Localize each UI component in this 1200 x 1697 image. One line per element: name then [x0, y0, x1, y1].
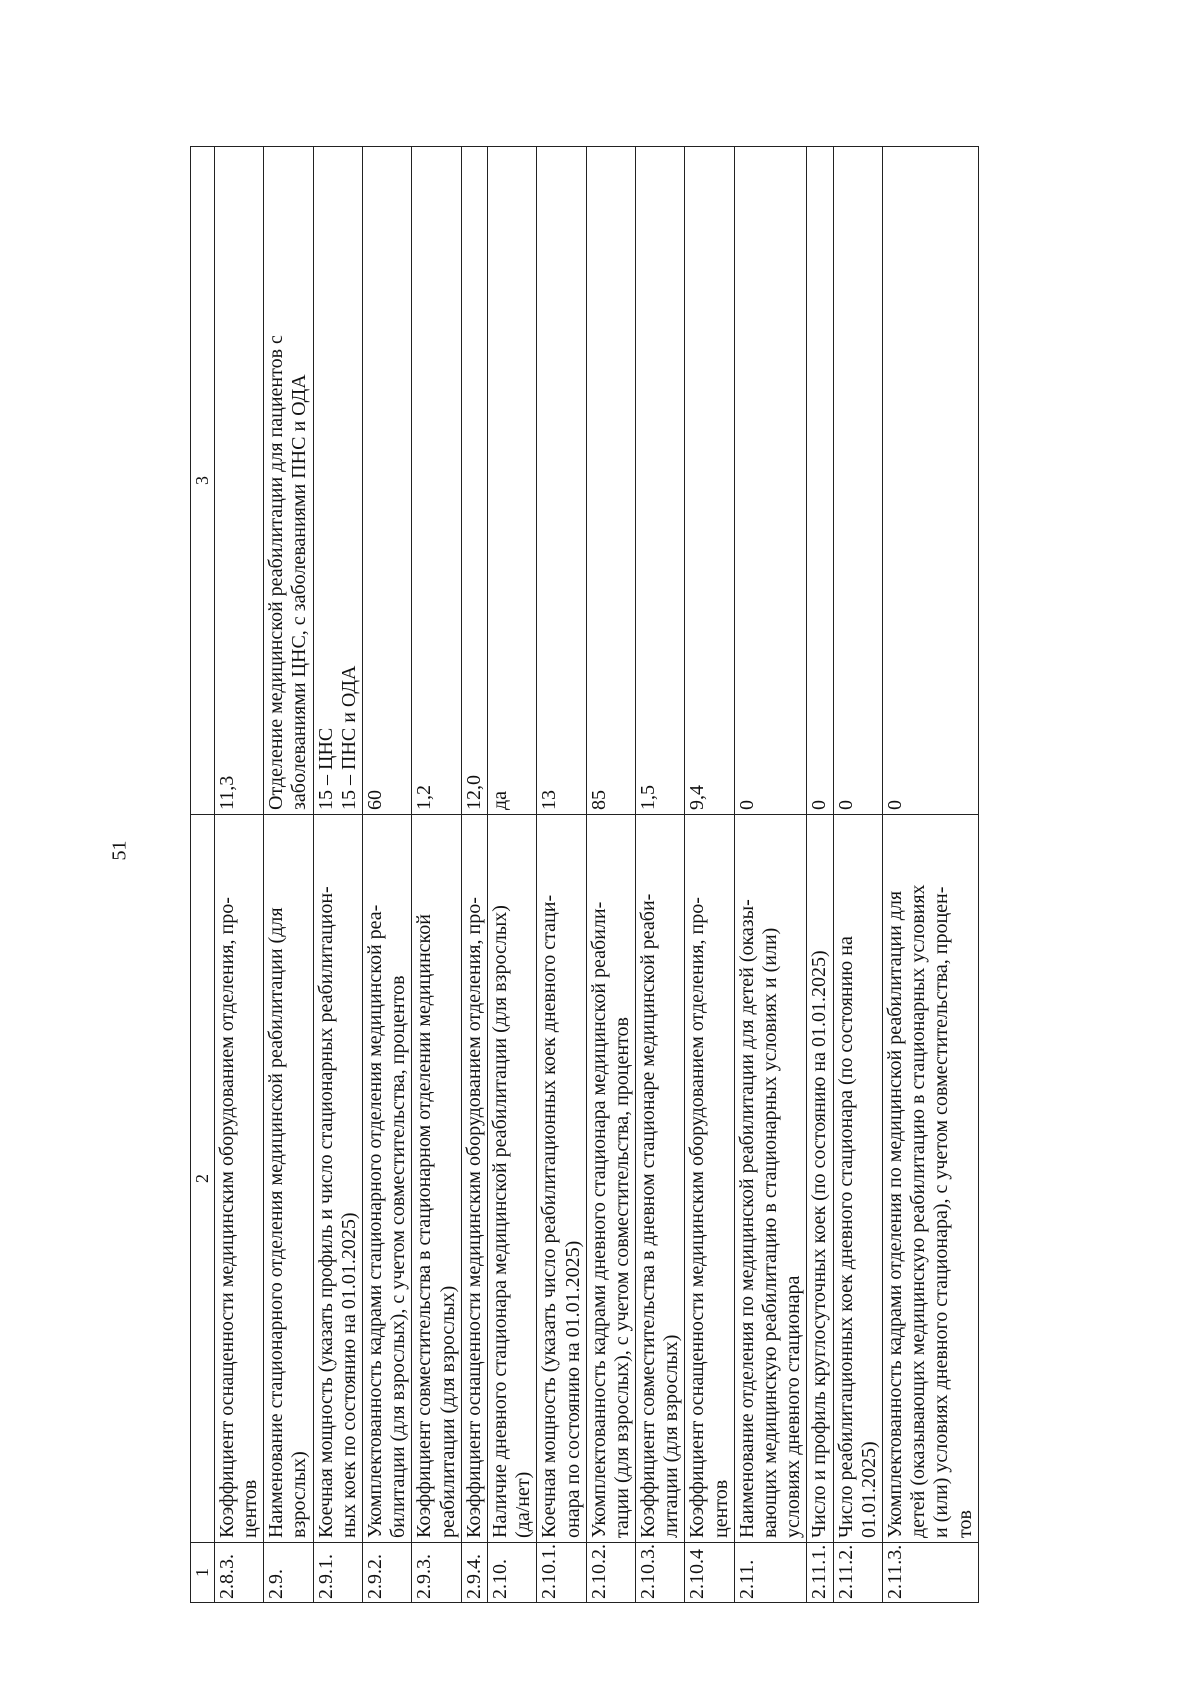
description-line: взрослых) — [288, 1451, 311, 1538]
description-line: вающих медицинскую реабилитацию в стационарных условиях и (или) — [759, 927, 781, 1538]
value-line: 0 — [883, 800, 906, 810]
table-row — [264, 147, 313, 1603]
row-number: 2.9. — [264, 1543, 313, 1603]
value-line: 9,4 — [686, 785, 709, 810]
row-value — [363, 147, 412, 815]
row-description — [461, 815, 487, 1543]
value-line: 60 — [364, 790, 386, 810]
page-number-text: 51 — [108, 840, 131, 860]
description-line: Коэффициент совместительства в стационарном отделении медицинской — [413, 914, 436, 1538]
table-row — [537, 147, 586, 1603]
table-row — [363, 147, 412, 1603]
row-description — [586, 815, 635, 1543]
value-line: 0 — [735, 800, 758, 810]
row-number: 2.10.2. — [586, 1543, 635, 1603]
row-number: 2.9.4. — [461, 1543, 487, 1603]
description-line: (да/нет) — [512, 1471, 535, 1538]
row-number: 2.10.4 — [685, 1543, 734, 1603]
row-description — [214, 815, 263, 1543]
row-description — [313, 815, 362, 1543]
header-col-1: 1 — [191, 1543, 215, 1603]
description-line: литации (для взрослых) — [660, 1334, 683, 1538]
value-line: 1,5 — [637, 785, 660, 810]
row-value — [586, 147, 635, 815]
table-header-row — [191, 147, 215, 1603]
page-number — [100, 820, 140, 880]
row-number: 2.11. — [734, 1543, 807, 1603]
description-line: Коечная мощность (указать число реабилитационных коек дневного стаци- — [538, 894, 561, 1538]
indicators-table — [190, 146, 979, 1603]
row-number: 2.9.2. — [363, 1543, 412, 1603]
row-description — [685, 815, 734, 1543]
row-value — [264, 147, 313, 815]
description-line: онара по состоянию на 01.01.2025) — [561, 1240, 584, 1538]
row-number: 2.11.3. — [882, 1543, 978, 1603]
table-row — [807, 147, 833, 1603]
row-description — [636, 815, 685, 1543]
description-line: ных коек по состоянию на 01.01.2025) — [337, 1212, 360, 1538]
description-line: Коэффициент оснащенности медицинским оборудованием отделения, про- — [686, 897, 709, 1538]
header-col-3: 3 — [191, 147, 215, 815]
table-row — [412, 147, 461, 1603]
value-line: 15 – ЦНС — [314, 727, 337, 810]
value-line: заболеваниями ЦНС, с заболеваниями ПНС и ОДА — [288, 374, 311, 810]
description-line: Наличие дневного стационара медицинской реабилитации (для взрослых) — [488, 905, 511, 1538]
table-row — [313, 147, 362, 1603]
row-value — [636, 147, 685, 815]
value-line: да — [488, 790, 511, 810]
row-number: 2.10.3. — [636, 1543, 685, 1603]
value-line: Отделение медицинской реабилитации для пациентов с — [265, 335, 288, 810]
description-line: Укомплектованность кадрами стационарного отделения медицинской реа- — [364, 904, 386, 1538]
row-number: 2.9.1. — [313, 1543, 362, 1603]
value-line: 85 — [587, 790, 610, 810]
indicators-table-rotated — [190, 147, 978, 1603]
description-line: Наименование отделения по медицинской реабилитации для детей (оказы- — [735, 899, 758, 1538]
description-line: реабилитации (для взрослых) — [436, 1285, 459, 1538]
description-line: 01.01.2025) — [857, 1441, 880, 1538]
row-value — [807, 147, 833, 815]
row-number: 2.9.3. — [412, 1543, 461, 1603]
description-line: тов — [953, 1510, 976, 1538]
table-row — [833, 147, 882, 1603]
row-description — [412, 815, 461, 1543]
row-value — [487, 147, 536, 815]
table-row — [685, 147, 734, 1603]
row-description — [882, 815, 978, 1543]
row-value — [214, 147, 263, 815]
value-line: 0 — [808, 800, 831, 810]
table-row — [636, 147, 685, 1603]
value-line: 1,2 — [413, 785, 436, 810]
row-number: 2.10. — [487, 1543, 536, 1603]
table-row — [461, 147, 487, 1603]
row-description — [487, 815, 536, 1543]
value-line: 15 – ПНС и ОДА — [337, 665, 360, 810]
value-line: 12,0 — [462, 775, 485, 810]
row-description — [264, 815, 313, 1543]
row-description — [734, 815, 807, 1543]
description-line: условиях дневного стационара — [782, 1275, 805, 1538]
description-line: детей (оказывающих медицинскую реабилитацию в стационарных условиях — [907, 884, 930, 1538]
description-line: Коэффициент оснащенности медицинским оборудованием отделения, про- — [215, 897, 238, 1538]
description-line: центов — [709, 1479, 732, 1538]
row-value — [537, 147, 586, 815]
table-row — [214, 147, 263, 1603]
row-value — [882, 147, 978, 815]
description-line: и (или) условиях дневного стационара), с учетом совместительства, процен- — [930, 886, 953, 1538]
row-value — [313, 147, 362, 815]
row-value — [461, 147, 487, 815]
description-line: Укомплектованность кадрами отделения по медицинской реабилитации для — [883, 890, 906, 1538]
row-value — [833, 147, 882, 815]
row-description — [363, 815, 412, 1543]
value-line: 0 — [834, 800, 857, 810]
description-line: Число реабилитационных коек дневного стационара (по состоянию на — [834, 936, 857, 1538]
row-description — [833, 815, 882, 1543]
row-number: 2.8.3. — [214, 1543, 263, 1603]
table-row — [487, 147, 536, 1603]
row-value — [685, 147, 734, 815]
description-line: Число и профиль круглосуточных коек (по состоянию на 01.01.2025) — [808, 950, 831, 1538]
row-number: 2.11.1. — [807, 1543, 833, 1603]
row-description — [807, 815, 833, 1543]
row-number: 2.11.2. — [833, 1543, 882, 1603]
description-line: Укомплектованность кадрами дневного стационара медицинской реабили- — [587, 901, 610, 1538]
description-line: тации (для взрослых), с учетом совместительства, процентов — [610, 1017, 633, 1538]
row-value — [734, 147, 807, 815]
header-col-2: 2 — [191, 815, 215, 1543]
row-number: 2.10.1. — [537, 1543, 586, 1603]
row-value — [412, 147, 461, 815]
description-line: Наименование стационарного отделения медицинской реабилитации (для — [265, 907, 288, 1538]
value-line: 13 — [538, 790, 561, 810]
table-row — [882, 147, 978, 1603]
row-description — [537, 815, 586, 1543]
description-line: центов — [239, 1479, 262, 1538]
description-line: Коэффициент оснащенности медицинским оборудованием отделения, про- — [462, 897, 485, 1538]
table-row — [734, 147, 807, 1603]
description-line: Коэффициент совместительства в дневном стационаре медицинской реаби- — [637, 893, 660, 1538]
table-row — [586, 147, 635, 1603]
value-line: 11,3 — [215, 775, 238, 810]
description-line: билитации (для взрослых), с учетом совместительства, процентов — [387, 975, 410, 1538]
description-line: Коечная мощность (указать профиль и число стационарных реабилитацион- — [314, 886, 337, 1538]
